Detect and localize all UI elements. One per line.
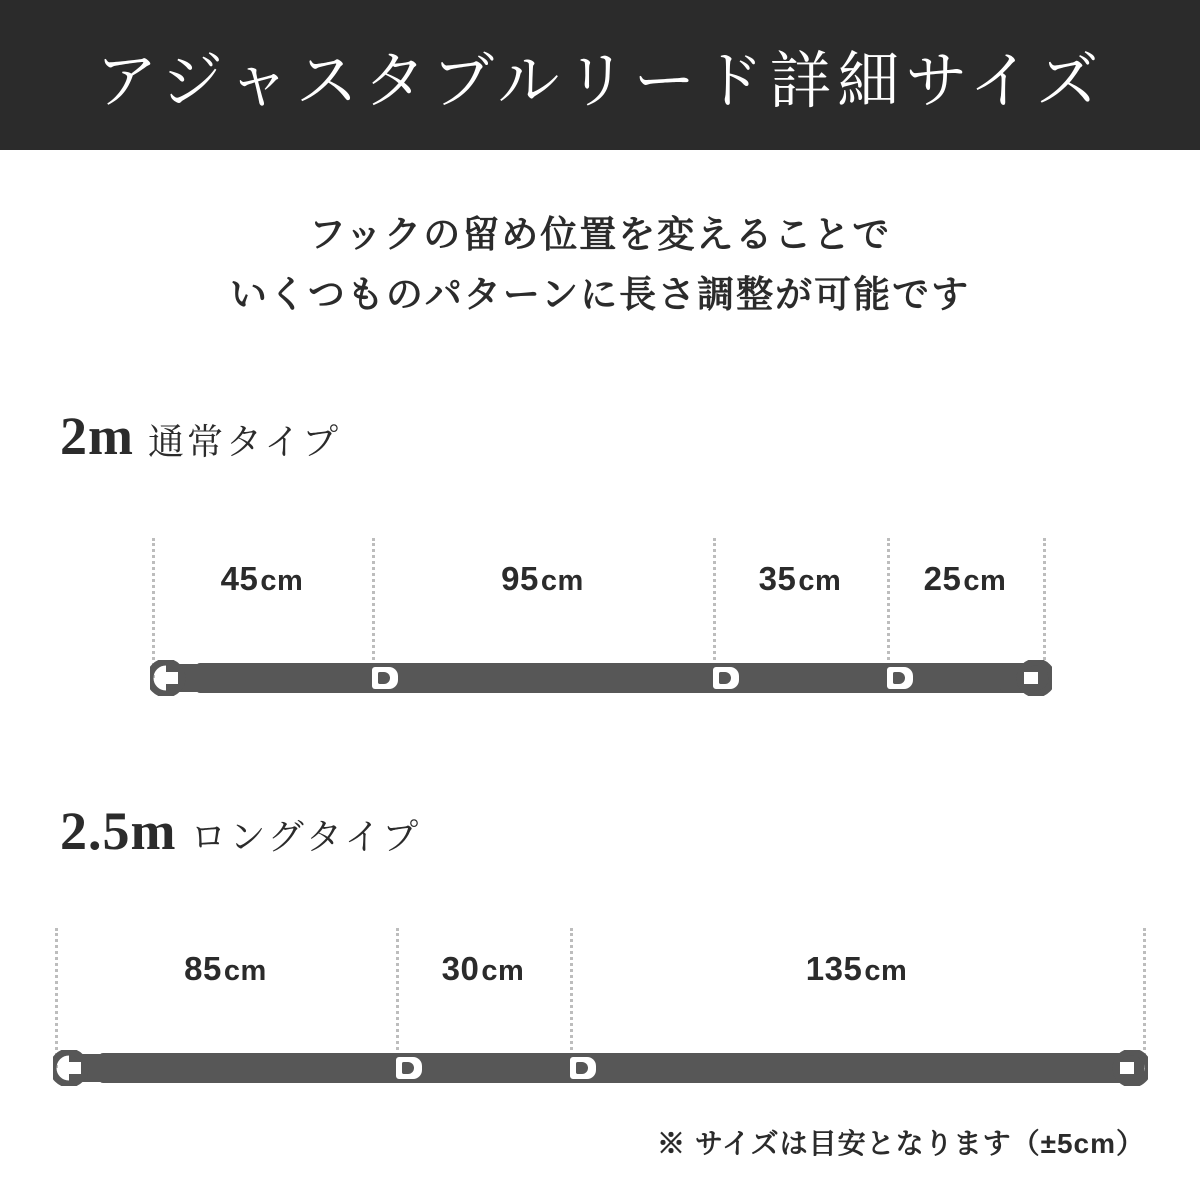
intro-text (0, 205, 1200, 325)
measure-line (55, 928, 58, 1068)
segment-label (713, 560, 887, 598)
measure-line (1143, 928, 1146, 1068)
measure-line (152, 538, 155, 678)
measure-line (372, 538, 375, 678)
d-ring (570, 1057, 596, 1079)
section-heading-2m (60, 405, 341, 467)
footnote: ※ サイズは目安となります（±5cm） (657, 1128, 1145, 1159)
segment-value: 135 (805, 950, 863, 987)
segment-value: 35 (758, 560, 797, 597)
segment-value: 30 (441, 950, 480, 987)
d-ring (713, 667, 739, 689)
leash-strap (99, 1053, 1144, 1083)
measure-line (713, 538, 716, 678)
segment-value: 45 (220, 560, 259, 597)
lead-diagram-2m (0, 520, 1200, 710)
section-size-25m: 2.5m (60, 801, 177, 861)
measure-line (570, 928, 573, 1068)
header-bar (0, 0, 1200, 150)
d-ring (372, 667, 398, 689)
section-kind-2m: 通常タイプ (147, 421, 342, 462)
section-kind-25m: ロングタイプ (190, 816, 422, 857)
segment-value: 95 (501, 560, 539, 597)
snap-hook-left-icon (53, 1050, 99, 1084)
snap-hook-right-icon (1000, 660, 1046, 694)
segment-label (887, 560, 1043, 598)
segment-unit: cm (864, 955, 908, 987)
section-heading-25m (60, 800, 421, 862)
intro-line-2: いくつものパターンに長さ調整が可能です (229, 273, 971, 315)
segment-unit: cm (798, 565, 842, 597)
snap-hook-right-icon (1096, 1050, 1142, 1084)
segment-label (570, 950, 1143, 988)
intro-line-1: フックの留め位置を変えることで (308, 214, 892, 255)
snap-hook-left-icon (150, 660, 196, 694)
segment-label (55, 950, 396, 988)
segment-label (396, 950, 570, 988)
page-title: アジャスタブルリード詳細サイズ (95, 47, 1105, 116)
measure-line (1043, 538, 1046, 678)
leash-strap (196, 663, 1049, 693)
segment-unit: cm (260, 565, 304, 597)
segment-unit: cm (963, 565, 1007, 597)
segment-unit: cm (223, 955, 267, 987)
lead-diagram-25m (0, 910, 1200, 1100)
segment-value: 25 (923, 560, 962, 597)
segment-unit: cm (540, 565, 584, 597)
section-size-2m: 2m (60, 406, 134, 466)
segment-unit: cm (481, 955, 525, 987)
d-ring (887, 667, 913, 689)
segment-label (372, 560, 713, 598)
d-ring (396, 1057, 422, 1079)
segment-value: 85 (184, 950, 222, 987)
segment-label (152, 560, 372, 598)
measure-line (396, 928, 399, 1068)
measure-line (887, 538, 890, 678)
